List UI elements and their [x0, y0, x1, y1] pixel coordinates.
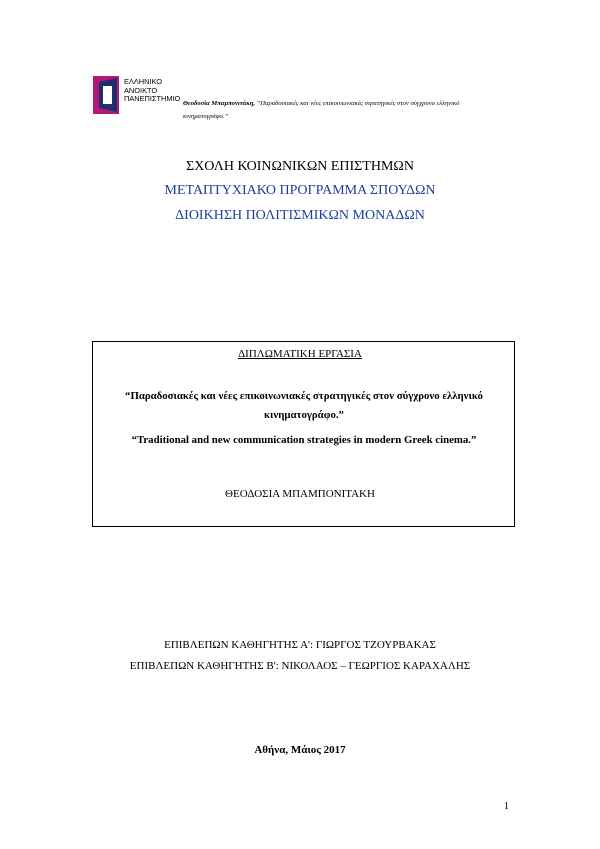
- department-name: ΔΙΟΙΚΗΣΗ ΠΟΛΙΤΙΣΜΙΚΩΝ ΜΟΝΑΔΩΝ: [175, 208, 425, 223]
- running-head-title: “Παραδοσιακές και νέες επικοινωνιακές στρατηγικές στον σύγχρονο ελληνικό κινηματογράφο.”: [183, 100, 460, 120]
- thesis-author: ΘΕΟΔΟΣΙΑ ΜΠΑΜΠΟΝΙΤΑΚΗ: [225, 488, 375, 500]
- logo-line: ΠΑΝΕΠΙΣΤΗΜΙΟ: [124, 94, 181, 104]
- program-name: ΜΕΤΑΠΤΥΧΙΑΚΟ ΠΡΟΓΡΑΜΜΑ ΣΠΟΥΔΩΝ: [164, 183, 436, 198]
- running-head-author: Θεοδοσία Μπαμπονιτάκη,: [183, 100, 255, 107]
- supervisor-b: ΕΠΙΒΛΕΠΩΝ ΚΑΘΗΓΗΤΗΣ Β': ΝΙΚΟΛΑΟΣ – ΓΕΩΡΓΙΟΣ ΚΑΡΑΧΑΛΗΣ: [129, 660, 471, 672]
- page-number: 1: [504, 801, 509, 812]
- place-and-date: Αθήνα, Μάιος 2017: [254, 744, 346, 756]
- thesis-title-greek: “Παραδοσιακές και νέες επικοινωνιακές στρατηγικές στον σύγχρονο ελληνικό κινηματογράφο.”: [125, 390, 483, 421]
- thesis-type-label: ΔΙΠΛΩΜΑΤΙΚΗ ΕΡΓΑΣΙΑ: [238, 348, 362, 360]
- thesis-title-english: “Traditional and new communication strategies in modern Greek cinema.”: [131, 434, 477, 446]
- logo-wordmark: [124, 78, 180, 104]
- running-head: [183, 97, 483, 123]
- supervisor-a: ΕΠΙΒΛΕΠΩΝ ΚΑΘΗΓΗΤΗΣ Α': ΓΙΩΡΓΟΣ ΤΖΟΥΡΒΑΚΑΣ: [164, 639, 436, 651]
- school-name: ΣΧΟΛΗ ΚΟΙΝΩΝΙΚΩΝ ΕΠΙΣΤΗΜΩΝ: [186, 159, 414, 174]
- logo-line: ΕΛΛΗΝΙΚΟ: [124, 77, 162, 86]
- logo-line: ΑΝΟΙΚΤΟ: [124, 85, 158, 95]
